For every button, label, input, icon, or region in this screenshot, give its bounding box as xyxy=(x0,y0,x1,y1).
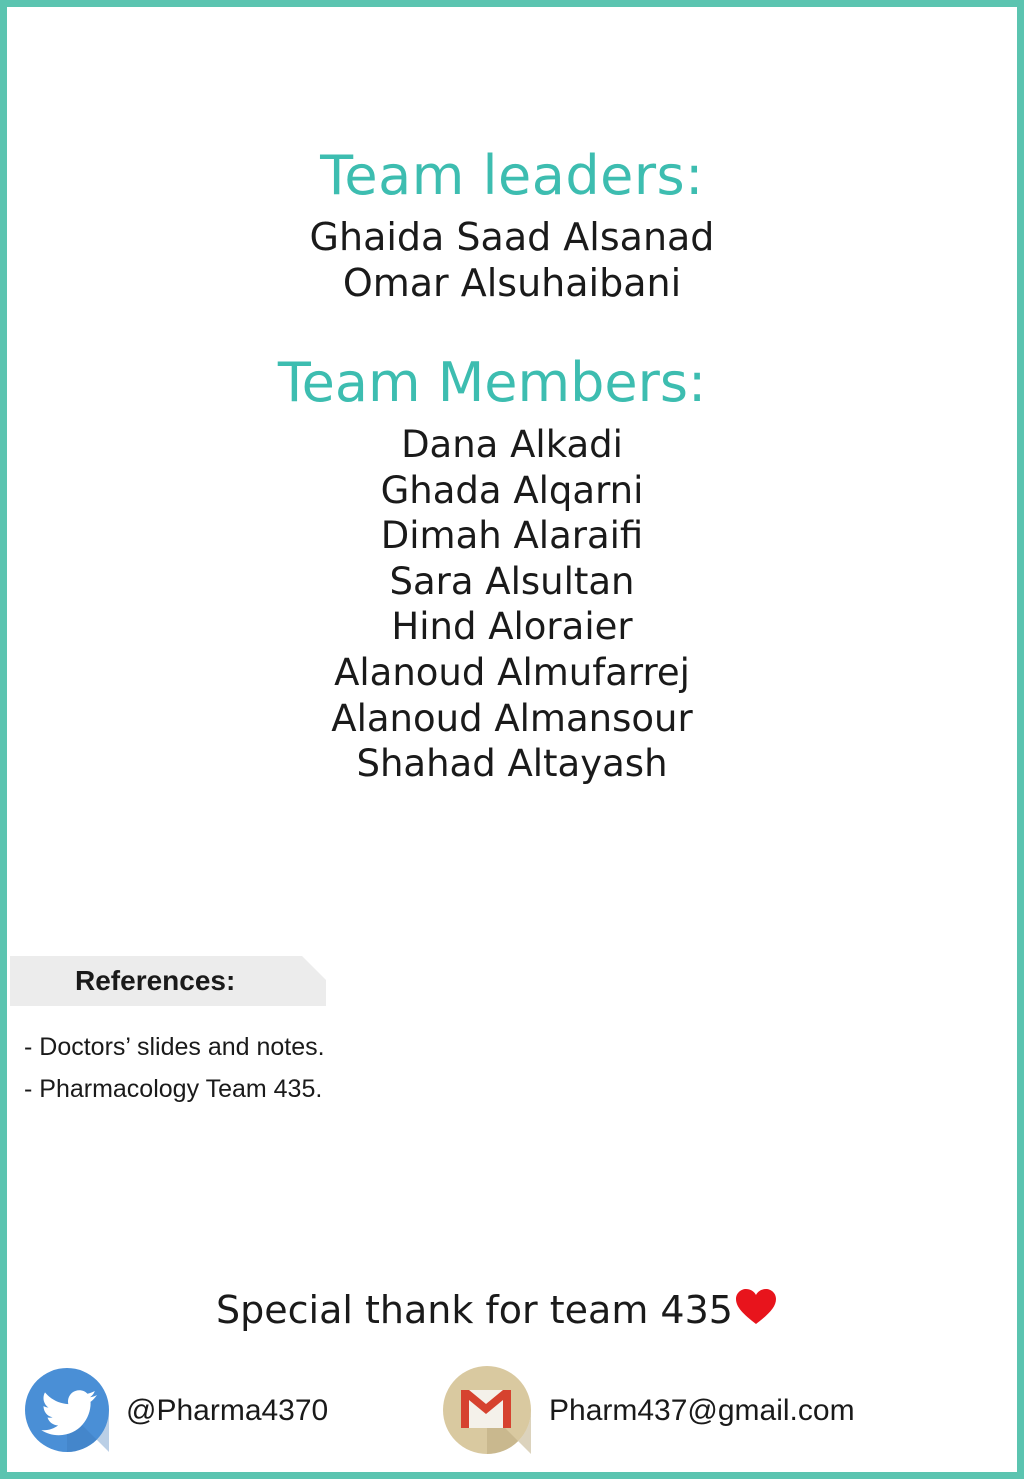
reference-item: - Doctors’ slides and notes. xyxy=(24,1033,325,1061)
leader-name: Omar Alsuhaibani xyxy=(342,261,682,305)
member-name: Ghada Alqarni xyxy=(380,468,644,512)
twitter-handle[interactable]: @Pharma4370 xyxy=(126,1394,329,1427)
gmail-envelope-icon[interactable] xyxy=(443,1366,531,1454)
thanks-line xyxy=(216,1286,777,1337)
team-leaders-heading: Team leaders: xyxy=(320,144,704,207)
member-name: Dimah Alaraifi xyxy=(380,514,644,558)
references-title: References: xyxy=(75,965,236,996)
thanks-text: Special thank for team 435 xyxy=(216,1288,733,1332)
references-list xyxy=(24,1026,325,1110)
member-name: Alanoud Almansour xyxy=(331,696,693,740)
heart-icon xyxy=(735,1288,777,1337)
member-name: Shahad Altayash xyxy=(356,742,668,786)
reference-item: - Pharmacology Team 435. xyxy=(24,1075,323,1103)
twitter-bird-icon[interactable] xyxy=(25,1368,109,1452)
member-name: Sara Alsultan xyxy=(389,559,635,603)
team-members-heading: Team Members: xyxy=(277,351,707,414)
member-name: Hind Aloraier xyxy=(391,605,633,649)
member-name: Dana Alkadi xyxy=(401,423,623,466)
team-members-list xyxy=(0,422,1024,787)
leader-name: Ghaida Saad Alsanad xyxy=(309,215,715,259)
team-leaders-list xyxy=(0,214,1024,306)
contact-email[interactable]: Pharm437@gmail.com xyxy=(549,1394,855,1427)
member-name: Alanoud Almufarrej xyxy=(334,650,690,694)
